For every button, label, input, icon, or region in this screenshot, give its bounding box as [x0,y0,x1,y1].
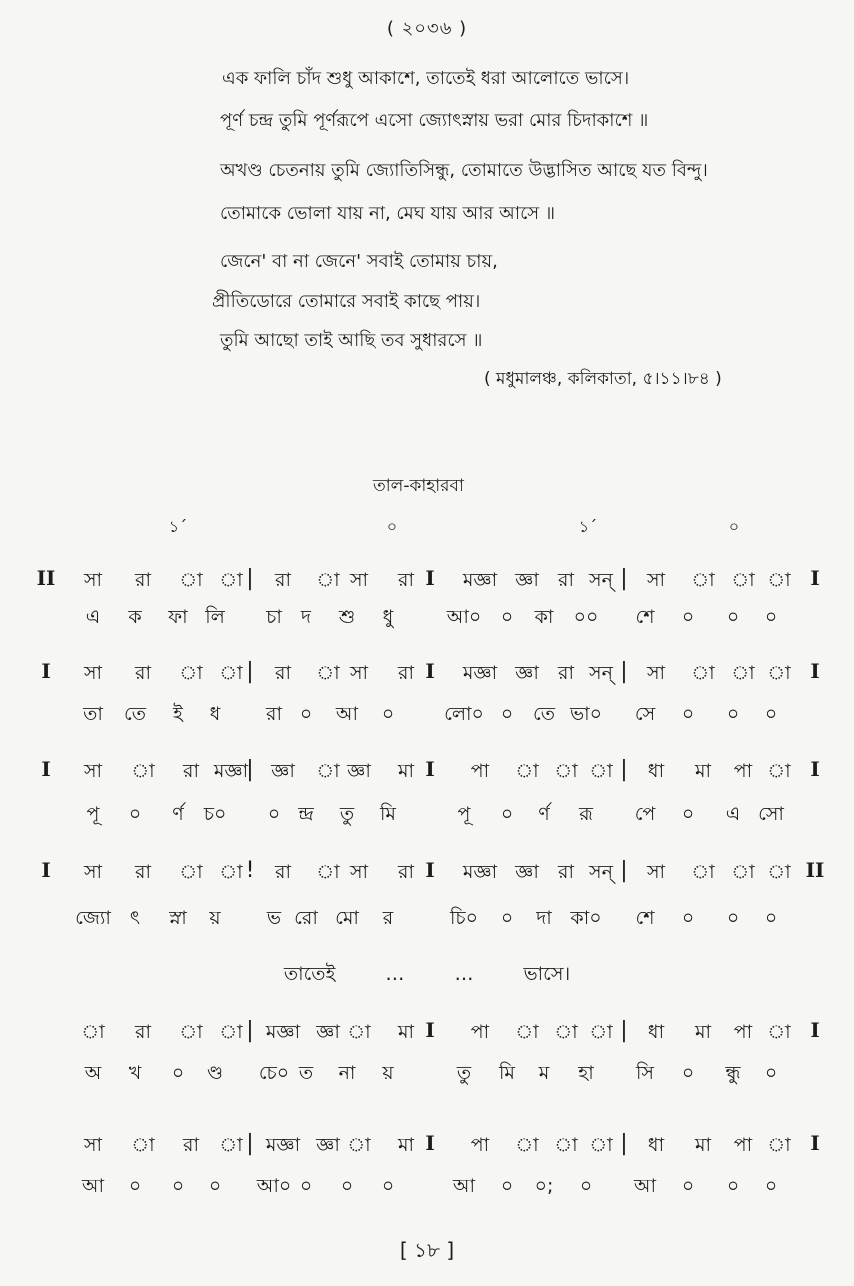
swara-note: া [589,760,613,782]
swara-row [0,1018,854,1052]
lyric-syllable: ০ [579,1175,593,1197]
lyric-syllable: চে০ [258,1062,290,1084]
swara-note: মা [397,760,415,782]
swara-note: জ্ঞা [316,1021,340,1043]
bar-line: | [620,1018,628,1043]
swara-note: মজ্ঞা [462,662,498,684]
swara-note: সা [83,662,103,684]
refrain-word: ভাসে। [523,963,571,985]
bar-line: ! [245,858,255,883]
swara-note: মা [397,1021,415,1043]
lyric-line: অখণ্ড চেতনায় তুমি জ্যোতিসিন্ধু, তোমাতে উদ্ভাসিত আছে যত বিন্দু। [220,160,708,181]
lyric-syllable: ০ [267,803,281,825]
lyric-syllable: ০ [764,1175,778,1197]
swara-note: া [347,1134,371,1156]
swara-note: রা [398,662,414,684]
lyric-syllable: রো [294,907,318,929]
lyric-syllable: স্না [169,907,187,929]
swara-note: া [767,1134,791,1156]
swara-note: া [691,861,715,883]
swara-note: পা [733,760,753,782]
lyric-syllable: ০ [500,803,514,825]
lyric-syllable: তে [533,703,555,725]
swara-note: মজ্ঞা [265,1021,301,1043]
swara-note: সন্ [589,662,613,684]
word-row [0,1172,854,1206]
swara-note: সা [349,861,369,883]
lyric-syllable: শে [635,606,655,628]
lyric-syllable: য় [382,1062,394,1084]
lyric-syllable: তু [339,803,355,825]
lyric-syllable: ০ [340,1175,354,1197]
swara-note: রা [558,569,574,591]
lyric-syllable: পূ [86,803,100,825]
lyric-syllable: র [382,907,394,929]
lyric-syllable: ০ [171,1175,185,1197]
lyric-syllable: তে [124,703,146,725]
song-number: ( ২০৩৬ ) [386,18,468,39]
lyric-syllable: আ০ [256,1175,292,1197]
swara-note: া [767,662,791,684]
bar-line: I [810,757,820,781]
swara-note: া [515,1021,539,1043]
lyric-syllable: ০ [726,1175,740,1197]
swara-note: া [731,569,755,591]
lyric-syllable: রা [266,703,282,725]
swara-note: সা [349,662,369,684]
lyric-syllable: ০০ [573,606,599,628]
swara-note: মজ্ঞা [213,760,249,782]
swara-note: রা [398,569,414,591]
swara-note: জ্ঞা [316,1134,340,1156]
lyric-syllable: ০ [681,1175,695,1197]
swara-note: া [554,1021,578,1043]
bar-line: I [810,566,820,590]
swara-note: মজ্ঞা [265,1134,301,1156]
bar-line: | [246,757,254,782]
word-row [0,800,854,834]
composition-credit: ( মধুমালঞ্চ, কলিকাতা, ৫।১১।৮৪ ) [484,369,722,389]
lyric-syllable: ক [128,606,142,628]
lyric-syllable: মি [380,803,396,825]
swara-note: া [316,861,340,883]
lyric-syllable: দা [536,907,552,929]
swara-note: া [767,1021,791,1043]
lyric-syllable: ০ [381,703,395,725]
refrain-word: তাতেই [283,963,336,985]
lyric-syllable: ০ [681,606,695,628]
lyric-syllable: এ [725,803,741,825]
swara-note: রা [183,1134,199,1156]
lyric-syllable: র্ণ [538,803,550,825]
lyric-syllable: ০ [681,907,695,929]
lyric-syllable: শু [338,606,356,628]
swara-note: া [219,1021,243,1043]
swara-note: সা [83,569,103,591]
lyric-syllable: ণ্ড [206,1062,224,1084]
lyric-syllable: ০ [681,1062,695,1084]
lyric-syllable: ০ [128,1175,142,1197]
swara-note: রা [135,861,151,883]
swara-note: মা [694,1021,712,1043]
swara-note: া [515,1134,539,1156]
swara-note: া [131,760,155,782]
swara-note: া [691,662,715,684]
swara-note: া [767,861,791,883]
lyric-syllable: ০ [299,1175,313,1197]
bar-line: | [620,659,628,684]
swara-row [0,757,854,791]
beat-marker: ০ [386,517,398,536]
swara-note: রা [275,662,291,684]
swara-note: রা [398,861,414,883]
lyric-syllable: সো [758,803,784,825]
lyric-syllable: ০ [764,703,778,725]
swara-note: ধা [647,760,665,782]
swara-note: া [589,1021,613,1043]
swara-note: রা [275,861,291,883]
lyric-syllable: লি [205,606,225,628]
lyric-syllable: না [338,1062,356,1084]
bar-line: | [620,566,628,591]
word-row [0,603,854,637]
bar-line: I [425,1018,435,1042]
lyric-syllable: ০ [726,907,740,929]
swara-note: জ্ঞা [271,760,295,782]
lyric-syllable: ০ [726,606,740,628]
refrain-line [0,960,854,992]
bar-line: I [810,1018,820,1042]
lyric-syllable: ০ [764,907,778,929]
lyric-syllable: ০ [128,803,142,825]
lyric-syllable: ০ [500,606,514,628]
swara-note: সা [349,569,369,591]
bar-line: I [41,858,51,882]
lyric-syllable: চ০ [203,803,227,825]
lyric-syllable: ০ [500,907,514,929]
swara-row [0,566,854,600]
lyric-syllable: ০ [681,803,695,825]
lyric-syllable: আ [633,1175,657,1197]
lyric-line: তোমাকে ভোলা যায় না, মেঘ যায় আর আসে ॥ [220,203,556,224]
bar-line: | [246,659,254,684]
swara-note: সন্ [589,861,613,883]
swara-note: া [316,760,340,782]
swara-note: পা [733,1134,753,1156]
taal-title: তাল-কাহারবা [373,476,464,496]
lyric-syllable: ভা০ [569,703,603,725]
bar-line: I [810,659,820,683]
lyric-syllable: ০ [500,1175,514,1197]
swara-note: া [347,1021,371,1043]
swara-note: জ্ঞা [515,662,539,684]
lyric-syllable: খ [128,1062,142,1084]
swara-note: া [179,861,203,883]
swara-row [0,1131,854,1165]
word-row [0,700,854,734]
bar-line: | [620,1131,628,1156]
swara-row [0,858,854,892]
beat-marker: ১´ [578,517,598,536]
swara-note: সা [83,1134,103,1156]
lyric-syllable: তা [83,703,103,725]
beat-marker: ০ [728,517,740,536]
lyric-syllable: ত [298,1062,314,1084]
lyric-syllable: চি০ [449,907,479,929]
swara-note: া [589,1134,613,1156]
bar-line: I [41,757,51,781]
swara-note: ধা [647,1134,665,1156]
swara-note: া [131,1134,155,1156]
lyric-syllable: ফা [168,606,188,628]
lyric-syllable: পে [634,803,656,825]
bar-line: II [805,858,825,882]
bar-line: I [810,1131,820,1155]
lyric-syllable: রূ [579,803,593,825]
bar-line: | [246,1131,254,1156]
swara-note: রা [558,861,574,883]
lyric-syllable: ০ [764,606,778,628]
refrain-ellipsis: … [454,963,474,985]
swara-note: া [731,861,755,883]
bar-line: I [425,1131,435,1155]
lyric-syllable: ন্ধু [725,1062,741,1084]
bar-line: I [425,659,435,683]
lyric-syllable: চা [266,606,282,628]
swara-note: া [554,760,578,782]
lyric-syllable: মো [335,907,359,929]
swara-note: া [316,662,340,684]
swara-note: রা [183,760,199,782]
lyric-syllable: মি [499,1062,515,1084]
swara-note: মজ্ঞা [462,569,498,591]
swara-note: মা [694,760,712,782]
lyric-syllable: অ [84,1062,102,1084]
swara-note: া [767,760,791,782]
swara-note: া [767,569,791,591]
word-row [0,1059,854,1093]
swara-note: সা [646,662,666,684]
lyric-syllable: পূ [457,803,471,825]
lyric-syllable: আ০ [446,606,482,628]
lyric-syllable: ০ [299,703,313,725]
swara-note: জ্ঞা [347,760,371,782]
lyric-syllable: এ [85,606,101,628]
lyric-syllable: কা০ [570,907,602,929]
swara-note: সা [83,760,103,782]
swara-note: রা [135,569,151,591]
swara-note: া [179,1021,203,1043]
bar-line: I [425,566,435,590]
lyric-syllable: জ্যো [75,907,111,929]
swara-note: সন্ [589,569,613,591]
swara-note: া [81,1021,105,1043]
swara-note: মা [694,1134,712,1156]
lyric-syllable: ০; [534,1175,554,1197]
bar-line: | [620,858,628,883]
swara-note: জ্ঞা [515,861,539,883]
lyric-syllable: ধু [382,606,394,628]
bar-line: I [41,659,51,683]
lyric-syllable: ই [173,703,183,725]
bar-line: | [246,1018,254,1043]
word-row [0,904,854,938]
lyric-syllable: র্ণ [172,803,184,825]
lyric-syllable: ০ [681,703,695,725]
swara-note: রা [558,662,574,684]
swara-note: া [219,662,243,684]
swara-note: জ্ঞা [515,569,539,591]
beat-marker: ১´ [168,517,188,536]
swara-note: মজ্ঞা [462,861,498,883]
swara-note: সা [83,861,103,883]
swara-note: া [691,569,715,591]
bar-line: | [246,566,254,591]
swara-note: া [219,861,243,883]
lyric-syllable: সে [634,703,656,725]
lyric-syllable: ০ [381,1175,395,1197]
swara-note: রা [135,662,151,684]
swara-note: পা [470,1021,490,1043]
lyric-syllable: ০ [500,703,514,725]
swara-note: সা [646,861,666,883]
page-number: [ ১৮ ] [399,1238,455,1262]
lyric-syllable: ন্দ্র [298,803,314,825]
lyric-syllable: ০ [764,1062,778,1084]
lyric-syllable: ০ [171,1062,185,1084]
swara-note: া [179,662,203,684]
lyric-syllable: হা [578,1062,594,1084]
lyric-line: প্রীতিডোরে তোমারে সবাই কাছে পায়। [212,291,481,312]
bar-line: II [36,566,56,590]
lyric-line: জেনে' বা না জেনে' সবাই তোমায় চায়, [220,251,498,272]
swara-note: মা [397,1134,415,1156]
swara-note: ধা [647,1021,665,1043]
swara-note: া [554,1134,578,1156]
lyric-syllable: ০ [208,1175,222,1197]
lyric-syllable: ভ [266,907,282,929]
lyric-syllable: আ [452,1175,476,1197]
lyric-syllable: লো০ [444,703,484,725]
lyric-line: পূর্ণ চন্দ্র তুমি পূর্ণরূপে এসো জ্যোৎস্নায় ভরা মোর চিদাকাশে ॥ [220,110,649,131]
lyric-syllable: কা [534,606,554,628]
lyric-syllable: তু [456,1062,472,1084]
swara-note: সা [646,569,666,591]
lyric-syllable: শে [635,907,655,929]
swara-note: পা [470,1134,490,1156]
lyric-syllable: য় [209,907,221,929]
lyric-syllable: সি [636,1062,654,1084]
lyric-syllable: আ [335,703,359,725]
swara-note: া [219,569,243,591]
swara-note: া [179,569,203,591]
bar-line: | [620,757,628,782]
bar-line: I [425,858,435,882]
bar-line: I [425,757,435,781]
lyric-syllable: ম [538,1062,550,1084]
swara-note: রা [135,1021,151,1043]
swara-row [0,659,854,693]
lyric-syllable: ০ [726,703,740,725]
swara-note: পা [470,760,490,782]
lyric-line: তুমি আছো তাই আছি তব সুধারসে ॥ [220,330,483,351]
swara-note: রা [275,569,291,591]
lyric-syllable: আ [81,1175,105,1197]
lyric-line: এক ফালি চাঁদ শুধু আকাশে, তাতেই ধরা আলোতে ভাসে। [222,68,630,89]
lyric-syllable: দ [301,606,311,628]
swara-note: া [316,569,340,591]
refrain-ellipsis: … [385,963,405,985]
swara-note: পা [733,1021,753,1043]
lyric-syllable: ধ [209,703,221,725]
lyric-syllable: ৎ [129,907,141,929]
swara-note: া [515,760,539,782]
swara-note: া [731,662,755,684]
swara-note: া [219,1134,243,1156]
